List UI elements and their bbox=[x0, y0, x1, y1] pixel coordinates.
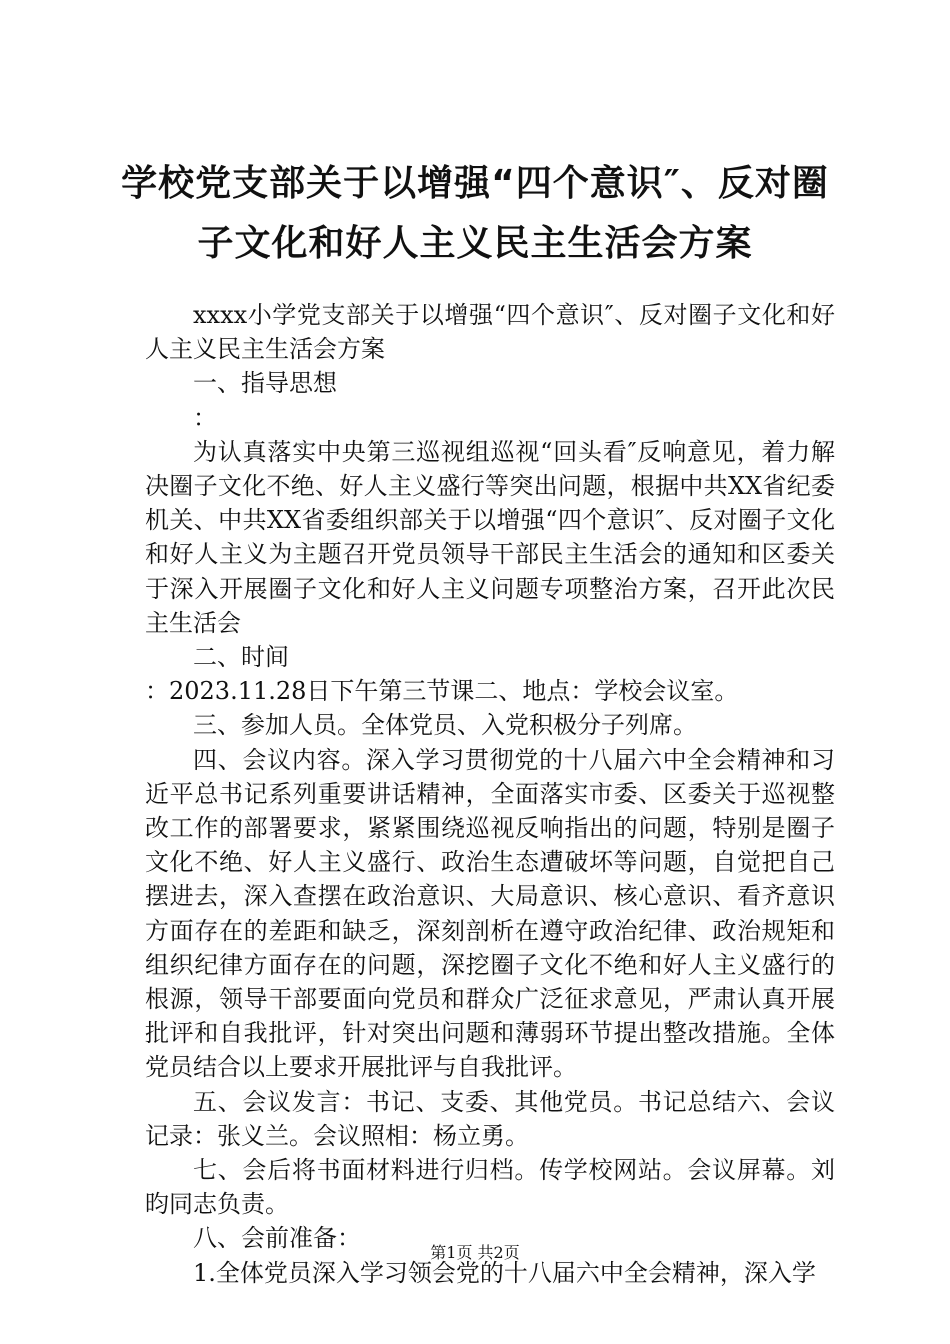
document-title-line-2: 子文化和好人主义民主生活会方案 bbox=[197, 223, 753, 264]
paragraph-time-location: ：2023.11.28日下午第三节课二、地点：学校会议室。 bbox=[145, 677, 739, 706]
heading-guiding-thought: 一、指导思想 bbox=[193, 369, 337, 398]
paragraph-participants: 三、参加人员。全体党员、入党积极分子列席。 bbox=[193, 711, 697, 740]
paragraph-speeches-records: 五、会议发言：书记、支委、其他党员。书记总结六、会议记录：张义兰。会议照相：杨立勇。 bbox=[145, 1087, 835, 1150]
document-title-line-1: 学校党支部关于以增强“四个意识″、反对圈 bbox=[121, 163, 829, 204]
page-footer: 第1页 共2页 bbox=[430, 1243, 520, 1262]
paragraph-guiding-thought: 为认真落实中央第三巡视组巡视“回头看″反响意见，着力解决圈子文化不绝、好人主义盛行等突出问题，根据中共XX省纪委机关、中共XX省委组织部关于以增强“四个意识″、反对圈子文化和好人主义为主题召开党员领导干部民主生活会的通知和区委关于深入开展圈子文化和好人主义问题专项整治方案，召开此次民主生活会 bbox=[145, 437, 835, 637]
heading-preparation: 八、会前准备： bbox=[193, 1224, 361, 1253]
paragraph-subtitle: xxxx小学党支部关于以增强“四个意识″、反对圈子文化和好人主义民主生活会方案 bbox=[145, 301, 835, 364]
heading-time: 二、时间 bbox=[193, 643, 289, 672]
paragraph-meeting-content: 四、会议内容。深入学习贯彻党的十八届六中全会精神和习近平总书记系列重要讲话精神，全面落实市委、区委关于巡视整改工作的部署要求，紧紧围绕巡视反响指出的问题，特别是圈子文化不绝、好人主义盛行、政治生态遭破坏等问题，自觉把自己摆进去，深入查摆在政治意识、大局意识、核心意识、看齐意识方面存在的差距和缺乏，深刻剖析在遵守政治纪律、政治规矩和组织纪律方面存在的问题，深挖圈子文化不绝和好人主义盛行的根源，领导干部要面向党员和群众广泛征求意见，严肃认真开展批评和自我批评，针对突出问题和薄弱环节提出整改措施。全体党员结合以上要求开展批评与自我批评。 bbox=[145, 745, 835, 1082]
paragraph-preparation-1: 1.全体党员深入学习领会党的十八届六中全会精神，深入学 bbox=[193, 1258, 816, 1287]
paragraph-archiving: 七、会后将书面材料进行归档。传学校网站。会议屏幕。刘昀同志负责。 bbox=[145, 1156, 835, 1219]
document-body bbox=[145, 298, 835, 1290]
paragraph-colon: ： bbox=[193, 403, 217, 432]
